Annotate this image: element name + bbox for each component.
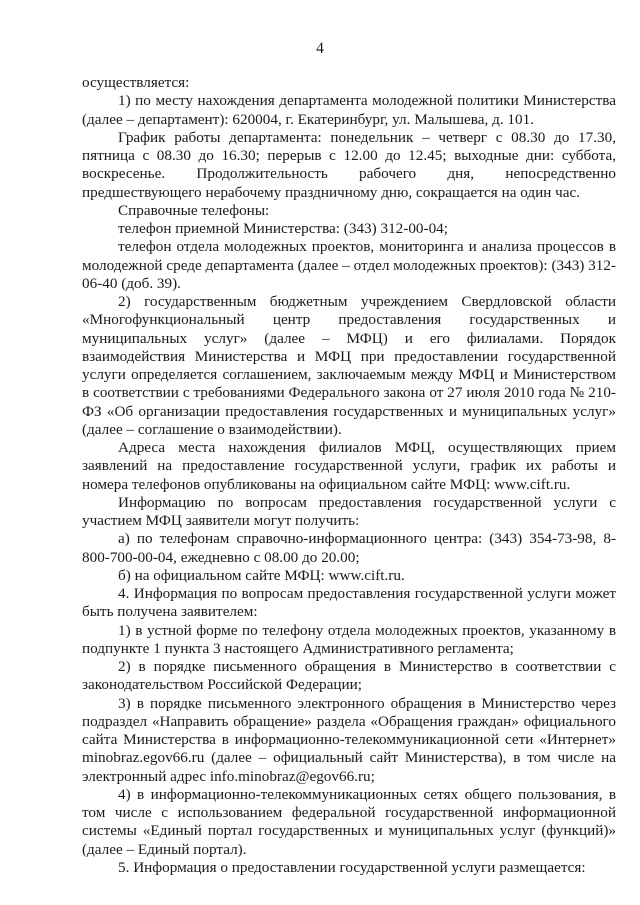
paragraph: 2) государственным бюджетным учреждением Свердловской области «Многофункциональный центр предоставления государственных и муниципальных услуг» (далее – МФЦ) и его филиалами. Порядок взаимодействия Министерства и МФЦ при предоставлении государственной услуги определяется соглашением, заключаемым между МФЦ и Министерством в соответствии с требованиями Федерального закона от 27 июля 2010 года № 210-ФЗ «Об организации предоставления государственных и муниципальных услуг» (далее – соглашение о взаимодействии). <box>82 293 616 438</box>
paragraph: 4. Информация по вопросам предоставления государственной услуги может быть получена заявителем: <box>82 585 616 621</box>
paragraph: осуществляется: <box>82 74 190 91</box>
paragraph: Адреса места нахождения филиалов МФЦ, осуществляющих прием заявлений на предоставление государственной услуги, график их работы и номера телефонов опубликованы на официальном сайте МФЦ: www.cift.ru. <box>82 439 616 493</box>
paragraph: а) по телефонам справочно-информационного центра: (343) 354-73-98, 8-800-700-00-04, ежедневно с 08.00 до 20.00; <box>82 530 616 566</box>
paragraph: 3) в порядке письменного электронного обращения в Министерство через подраздел «Направить обращение» раздела «Обращения граждан» официального сайта Министерства в информационно-телекоммуникационной сети «Интернет» minobraz.egov66.ru (далее – официальный сайт Министерства), в том числе на электронный адрес info.minobraz@egov66.ru; <box>82 694 616 785</box>
paragraph: б) на официальном сайте МФЦ: www.cift.ru. <box>118 566 405 584</box>
paragraph: 4) в информационно-телекоммуникационных сетях общего пользования, в том числе с использованием федеральной государственной информационной системы «Единый портал государственных и муниципальных услуг (функций)» (далее – Единый портал). <box>82 785 616 858</box>
paragraph: 2) в порядке письменного обращения в Министерство в соответствии с законодательством Российской Федерации; <box>82 658 616 694</box>
paragraph: 5. Информация о предоставлении государственной услуги размещается: <box>118 858 586 876</box>
page-number: 4 <box>316 40 324 57</box>
paragraph: Справочные телефоны: <box>118 201 270 219</box>
paragraph: телефон приемной Министерства: (343) 312-00-04; <box>118 220 448 237</box>
paragraph: График работы департамента: понедельник – четверг с 08.30 до 17.30, пятница с 08.30 до 16.30; перерыв с 12.00 до 12.45; выходные дни: суббота, воскресенье. Продолжительность рабочего дня, непосредственно предшествующего нерабочему праздничному дню, сокращается на один час. <box>82 128 616 201</box>
paragraph: 1) в устной форме по телефону отдела молодежных проектов, указанному в подпункте 1 пункта 3 настоящего Административного регламента; <box>82 621 616 657</box>
paragraph: 1) по месту нахождения департамента молодежной политики Министерства (далее – департамент): 620004, г. Екатеринбург, ул. Малышева, д. 101. <box>82 92 616 128</box>
paragraph: Информацию по вопросам предоставления государственной услуги с участием МФЦ заявители могут получить: <box>82 493 616 529</box>
paragraph: телефон отдела молодежных проектов, мониторинга и анализа процессов в молодежной среде департамента (далее – отдел молодежных проектов): (343) 312-06-40 (доб. 39). <box>82 238 616 292</box>
document-body <box>82 74 616 877</box>
